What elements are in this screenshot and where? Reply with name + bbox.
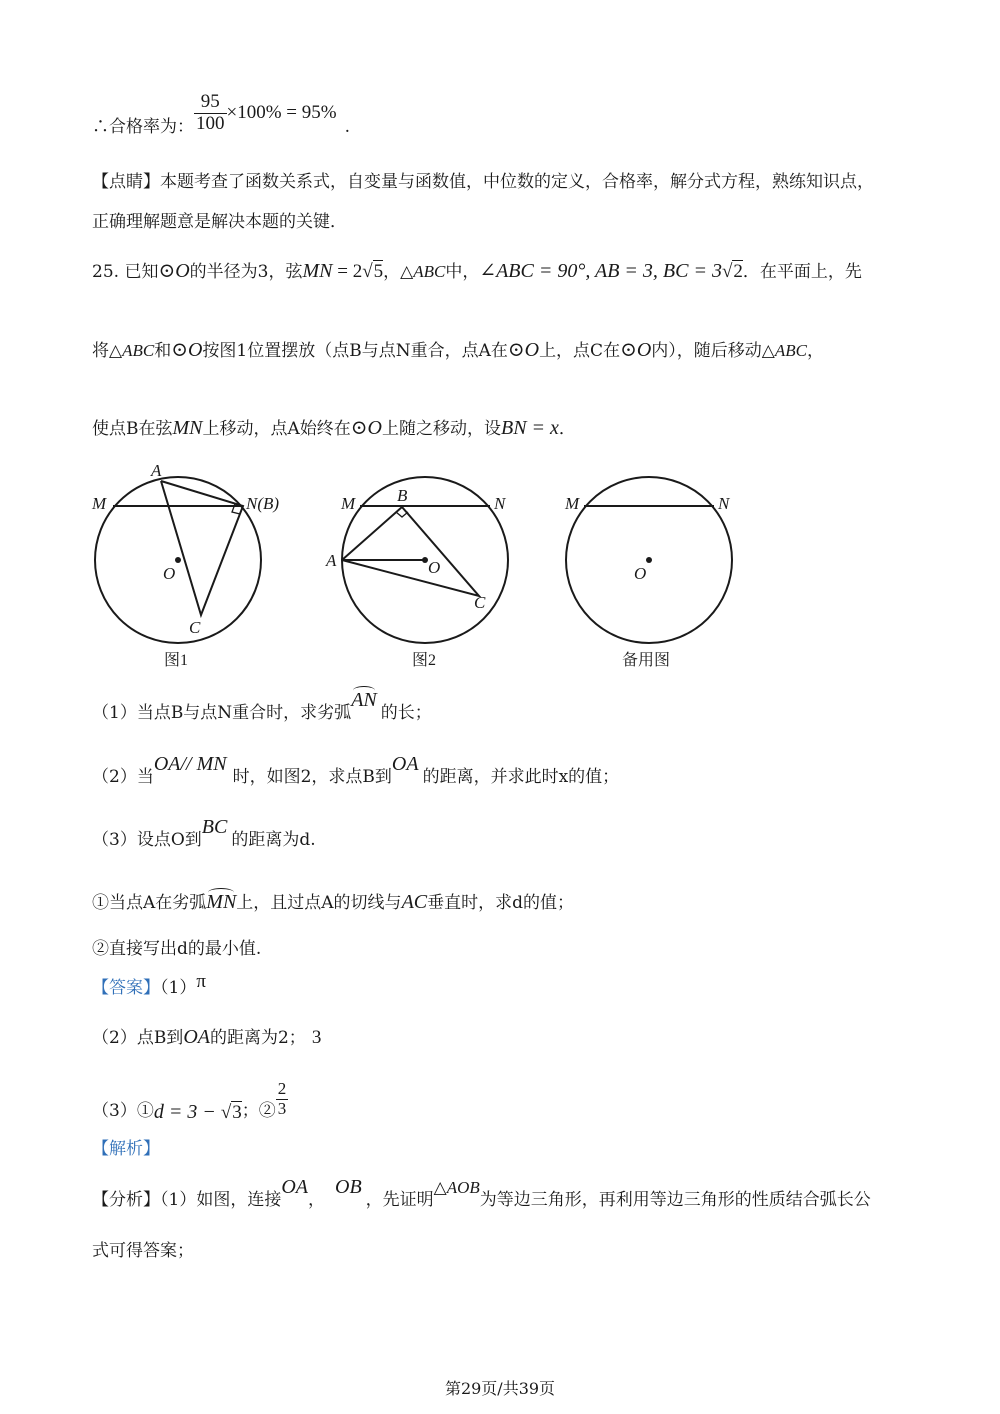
fig2-label-b: B: [397, 486, 408, 505]
fig1-triangle: [161, 481, 243, 615]
part-3-1: [92, 892, 574, 912]
fig2-caption: 图2: [412, 652, 437, 669]
circle-o-symbol: ⊙O: [350, 417, 382, 439]
part-text: 垂直时，求d的值；: [427, 893, 575, 913]
page-number: 第29页/共39页: [444, 1379, 556, 1398]
part-3: [92, 816, 316, 850]
fig1-label-nb: N(B): [246, 494, 280, 513]
q25-text: 上，点C在: [539, 341, 621, 361]
fig1-label-a: A: [151, 461, 162, 480]
q25-text: ．在平面上，先: [742, 262, 862, 282]
fenxi-text: 为等边三角形，再利用等边三角形的性质结合弧长公: [479, 1190, 871, 1210]
q25-text: 将: [92, 341, 109, 361]
fig3-label-o: O: [634, 564, 647, 583]
part-text: 的距离为d.: [231, 830, 316, 850]
answer-line-2: [92, 1027, 321, 1047]
fig2-right-angle-mark: [396, 512, 408, 517]
oa-symbol: OA: [281, 1176, 308, 1198]
fig2-label-o: O: [428, 558, 441, 577]
q25-text: 和: [154, 341, 172, 361]
fraction-numerator: 95: [194, 92, 227, 114]
triangle-aob-symbol: △AOB: [433, 1178, 480, 1197]
q25-text: 中，: [445, 262, 480, 282]
dianjing-line-2: [92, 214, 347, 231]
dianjing-tag: 【点睛】: [92, 172, 160, 192]
fenxi-line-2: [92, 1243, 194, 1260]
bn-equals-x: BN = x: [500, 417, 559, 439]
fig1-caption: 图1: [164, 652, 189, 669]
answer-x-value: 3: [311, 1027, 322, 1048]
pass-rate-expression: ×100% = 95%: [226, 101, 337, 123]
fenxi-line-1: [92, 1176, 871, 1210]
part-text: ①当点A在劣弧: [92, 893, 207, 913]
sqrt-2-radicand: 2: [733, 261, 743, 282]
pass-rate-line: [92, 92, 350, 135]
fig1-label-o: O: [163, 564, 176, 583]
answer-text: ；②: [241, 1100, 276, 1121]
fig2-label-a: A: [326, 551, 337, 570]
answer-min-fraction: [276, 1080, 289, 1118]
part-text: 上，且过点A的切线与: [236, 893, 402, 913]
fig2-label-n: N: [494, 494, 506, 513]
fig1-center-dot: [175, 557, 181, 563]
sqrt-5-radicand: 5: [373, 261, 384, 282]
part-text: （2）当: [92, 767, 154, 787]
fig2-label-c: C: [474, 593, 486, 612]
bc-symbol: BC: [201, 816, 228, 838]
fenxi-text: 式可得答案；: [92, 1241, 194, 1261]
q25-math: = 2: [332, 261, 363, 282]
triangle-conditions: ∠ABC = 90°, AB = 3, BC = 3: [479, 260, 722, 282]
q25-line-1: [92, 261, 862, 281]
answer-text: （1）: [160, 978, 197, 998]
q25-text: 使点B在弦: [92, 419, 173, 439]
fraction-denominator: 100: [196, 112, 225, 134]
triangle-abc-symbol: △ABC: [109, 341, 155, 360]
sqrt-5: √5: [362, 261, 384, 282]
answer-text: （3）①: [92, 1100, 154, 1121]
part-text: （1）当点B与点N重合时，求劣弧: [92, 703, 352, 723]
triangle-abc-symbol: △ABC: [400, 262, 446, 281]
pass-rate-prefix: ∴合格率为：: [92, 116, 194, 137]
dianjing-text-2: 正确理解题意是解决本题的关键．: [92, 212, 347, 232]
q25-text: 按图1位置摆放（点B与点N重合，点A在: [202, 341, 508, 361]
jiexi-tag: 【解析】: [92, 1139, 160, 1159]
fenxi-text: ，: [308, 1190, 325, 1210]
oa-symbol: OA: [391, 753, 419, 775]
chord-mn-symbol: MN: [302, 260, 333, 282]
q25-text: ，: [806, 341, 824, 361]
part-text: 时，如图2，求点B到: [232, 767, 392, 787]
fig2-triangle: [342, 507, 479, 596]
circle-o-symbol: ⊙O: [507, 339, 540, 361]
part-text: ②直接写出d的最小值.: [92, 939, 262, 959]
fig2-label-m: M: [341, 494, 356, 513]
sqrt-3-radicand: 3: [232, 1101, 242, 1123]
dianjing-text-1: 本题考查了函数关系式，自变量与函数值，中位数的定义，合格率，解分式方程，熟练知识点，: [160, 172, 874, 192]
answer-pi: π: [196, 971, 206, 992]
answer-line-1: [92, 971, 206, 998]
part-text: （3）设点O到: [92, 830, 202, 850]
chord-mn-symbol: MN: [172, 417, 203, 439]
fraction-numerator: 2: [277, 1079, 287, 1098]
oa-symbol: OA: [183, 1026, 210, 1048]
answer-d-expression: d = 3 −: [153, 1100, 221, 1123]
fig3-caption: 备用图: [622, 652, 671, 669]
fig3-label-m: M: [565, 494, 580, 513]
oa-parallel-mn: OA// MN: [153, 753, 227, 775]
circle-o-symbol: ⊙O: [620, 339, 652, 361]
part-1: [92, 689, 432, 723]
answer-text: 的距离为2；: [209, 1028, 306, 1048]
fig3-label-n: N: [718, 494, 730, 513]
fig1-label-m: M: [92, 494, 107, 513]
pass-rate-end: .: [344, 116, 350, 137]
answer-line-3: [92, 1079, 288, 1123]
q25-text: ，: [383, 262, 401, 282]
q25-text: 内），随后移动: [651, 341, 762, 361]
q25-text: 上移动，点A始终在: [202, 419, 351, 439]
part-text: 的长；: [380, 703, 432, 723]
fenxi-tag: 【分析】: [92, 1190, 160, 1210]
q25-text: 的半径为3，弦: [189, 262, 303, 282]
circle-o-symbol: ⊙O: [171, 339, 203, 361]
circle-o-symbol: ⊙O: [158, 260, 190, 282]
fenxi-text: （1）如图，连接: [160, 1190, 282, 1210]
fenxi-text: ，先证明: [365, 1190, 434, 1210]
fig1-label-c: C: [189, 618, 201, 637]
dianjing-line-1: [92, 174, 874, 191]
arc-an-symbol: AN: [351, 689, 377, 711]
part-3-2: [92, 941, 261, 958]
pass-rate-fraction: [194, 92, 227, 135]
q25-text: ．: [558, 419, 576, 439]
q25-text: 25. 已知: [92, 262, 159, 282]
arc-mn-symbol: MN: [206, 891, 237, 913]
sqrt-2: √2: [721, 261, 743, 282]
answer-text: （2）点B到: [92, 1028, 184, 1048]
ob-symbol: OB: [335, 1176, 362, 1198]
part-2: [92, 753, 620, 787]
q25-text: 上随之移动，设: [381, 419, 501, 439]
triangle-abc-symbol: △ABC: [761, 341, 807, 360]
geometry-figures: [0, 460, 1000, 675]
fig3-center-dot: [646, 557, 652, 563]
q25-line-2: [92, 340, 824, 360]
part-text: 的距离，并求此时x的值；: [422, 767, 620, 787]
q25-line-3: [92, 418, 576, 438]
jiexi-line: [92, 1141, 160, 1158]
answer-tag: 【答案】: [92, 978, 160, 998]
ac-symbol: AC: [401, 891, 428, 913]
sqrt-3: √3: [220, 1101, 242, 1123]
fraction-denominator: 3: [277, 1098, 287, 1118]
